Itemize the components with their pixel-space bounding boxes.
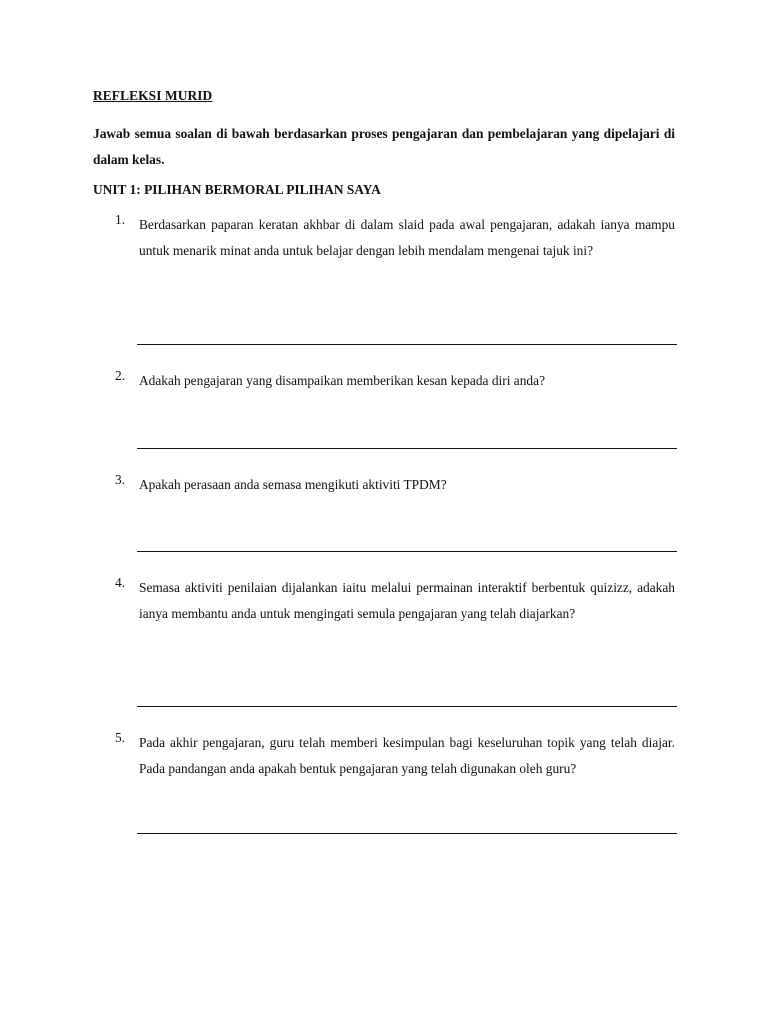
question-5 (115, 730, 675, 782)
question-1 (115, 212, 675, 264)
answer-line-2[interactable] (137, 448, 677, 449)
question-3 (115, 472, 675, 498)
answer-line-4[interactable] (137, 706, 677, 707)
question-text: Semasa aktiviti penilaian dijalankan iaitu melalui permainan interaktif berbentuk quizizz, adakah ianya membantu anda untuk mengingati semula pengajaran yang telah diajarkan? (139, 580, 675, 621)
question-text: Adakah pengajaran yang disampaikan memberikan kesan kepada diri anda? (139, 373, 546, 388)
document-title: REFLEKSI MURID (93, 88, 213, 103)
question-2 (115, 368, 675, 394)
question-number: 1. (115, 212, 126, 227)
unit-heading: UNIT 1: PILIHAN BERMORAL PILIHAN SAYA (93, 182, 381, 197)
question-number: 2. (115, 368, 126, 383)
question-4 (115, 575, 675, 627)
question-number: 4. (115, 575, 126, 590)
answer-line-3[interactable] (137, 551, 677, 552)
question-number: 5. (115, 730, 126, 745)
answer-line-5[interactable] (137, 833, 677, 834)
question-text: Pada akhir pengajaran, guru telah memberi kesimpulan bagi keseluruhan topik yang telah diajar. Pada pandangan anda apakah bentuk pengajaran yang telah digunakan oleh guru? (139, 735, 675, 776)
answer-line-1[interactable] (137, 344, 677, 345)
question-text: Apakah perasaan anda semasa mengikuti aktiviti TPDM? (139, 477, 447, 492)
question-text: Berdasarkan paparan keratan akhbar di dalam slaid pada awal pengajaran, adakah ianya mampu untuk menarik minat anda untuk belajar dengan lebih mendalam mengenai tajuk ini? (139, 217, 675, 258)
instruction-text: Jawab semua soalan di bawah berdasarkan proses pengajaran dan pembelajaran yang dipelajari di dalam kelas. (93, 126, 675, 167)
question-number: 3. (115, 472, 126, 487)
